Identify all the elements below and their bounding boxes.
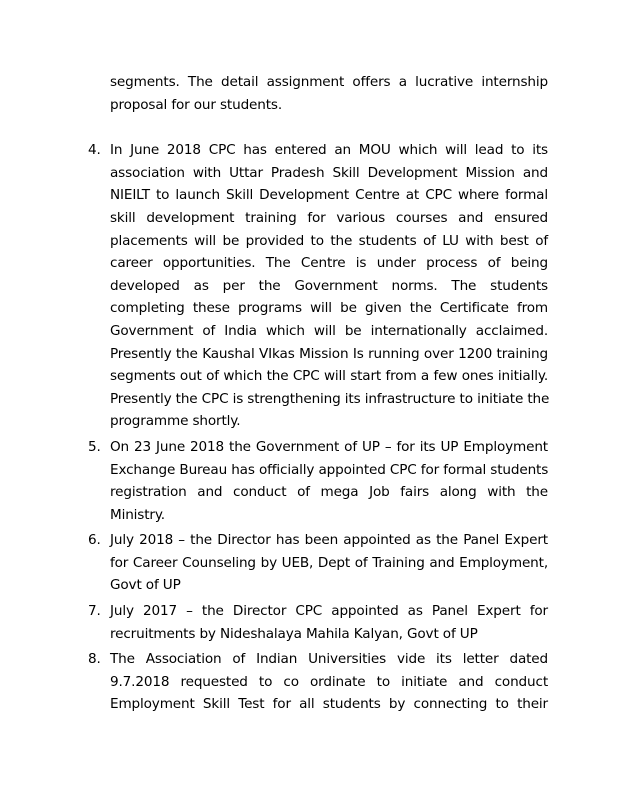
- text-line: recruitments by Nideshalaya Mahila Kalyan, Govt of UP: [110, 625, 478, 642]
- list-number: 8.: [88, 651, 101, 668]
- text-line: Govt of UP: [110, 577, 181, 594]
- text-line: completing these programs will be given the Certificate from: [110, 300, 548, 317]
- document-body: [86, 71, 548, 719]
- text-line: Exchange Bureau has officially appointed CPC for formal students: [110, 461, 549, 478]
- text-line: skill development training for various courses and ensured: [110, 209, 548, 226]
- list-item-8: [86, 648, 548, 716]
- text-line: Ministry.: [110, 506, 165, 523]
- list-number: 5.: [88, 438, 101, 455]
- text-line: developed as per the Government norms. The students: [110, 277, 548, 294]
- text-line: Government of India which will be internationally acclaimed.: [110, 322, 548, 339]
- text-line: 9.7.2018 requested to co ordinate to initiate and conduct: [110, 673, 548, 690]
- list-item-7: [86, 600, 548, 645]
- list-number: 6.: [88, 532, 101, 549]
- text-line: placements will be provided to the students of LU with best of: [110, 232, 548, 249]
- text-line: for Career Counseling by UEB, Dept of Training and Employment,: [110, 554, 548, 571]
- text-line: In June 2018 CPC has entered an MOU which will lead to its: [110, 142, 548, 159]
- text-line: career opportunities. The Centre is under process of being: [110, 255, 548, 272]
- list-number: 7.: [88, 603, 101, 620]
- text-line: segments out of which the CPC will start from a few ones initially.: [110, 368, 548, 385]
- list-item-4: [86, 139, 548, 433]
- text-line: association with Uttar Pradesh Skill Development Mission and: [110, 164, 548, 181]
- text-line: On 23 June 2018 the Government of UP – for its UP Employment: [110, 438, 548, 455]
- text-line: NIEILT to launch Skill Development Centre at CPC where formal: [110, 187, 548, 204]
- text-line: July 2018 – the Director has been appointed as the Panel Expert: [110, 532, 548, 549]
- list-item-5: [86, 436, 548, 526]
- text-line: proposal for our students.: [110, 96, 283, 113]
- text-line: Employment Skill Test for all students by connecting to their: [110, 696, 548, 713]
- text-line: Presently the CPC is strengthening its infrastructure to initiate the: [110, 390, 550, 407]
- intro-paragraph: [86, 71, 548, 116]
- text-line: Presently the Kaushal VIkas Mission Is running over 1200 training: [110, 345, 548, 362]
- text-line: segments. The detail assignment offers a lucrative internship: [110, 74, 548, 90]
- text-line: registration and conduct of mega Job fairs along with the: [110, 484, 548, 501]
- text-line: July 2017 – the Director CPC appointed as Panel Expert for: [110, 603, 548, 620]
- text-line: programme shortly.: [110, 413, 241, 430]
- list-number: 4.: [88, 142, 101, 159]
- list-item-6: [86, 529, 548, 597]
- text-line: The Association of Indian Universities vide its letter dated: [110, 651, 548, 668]
